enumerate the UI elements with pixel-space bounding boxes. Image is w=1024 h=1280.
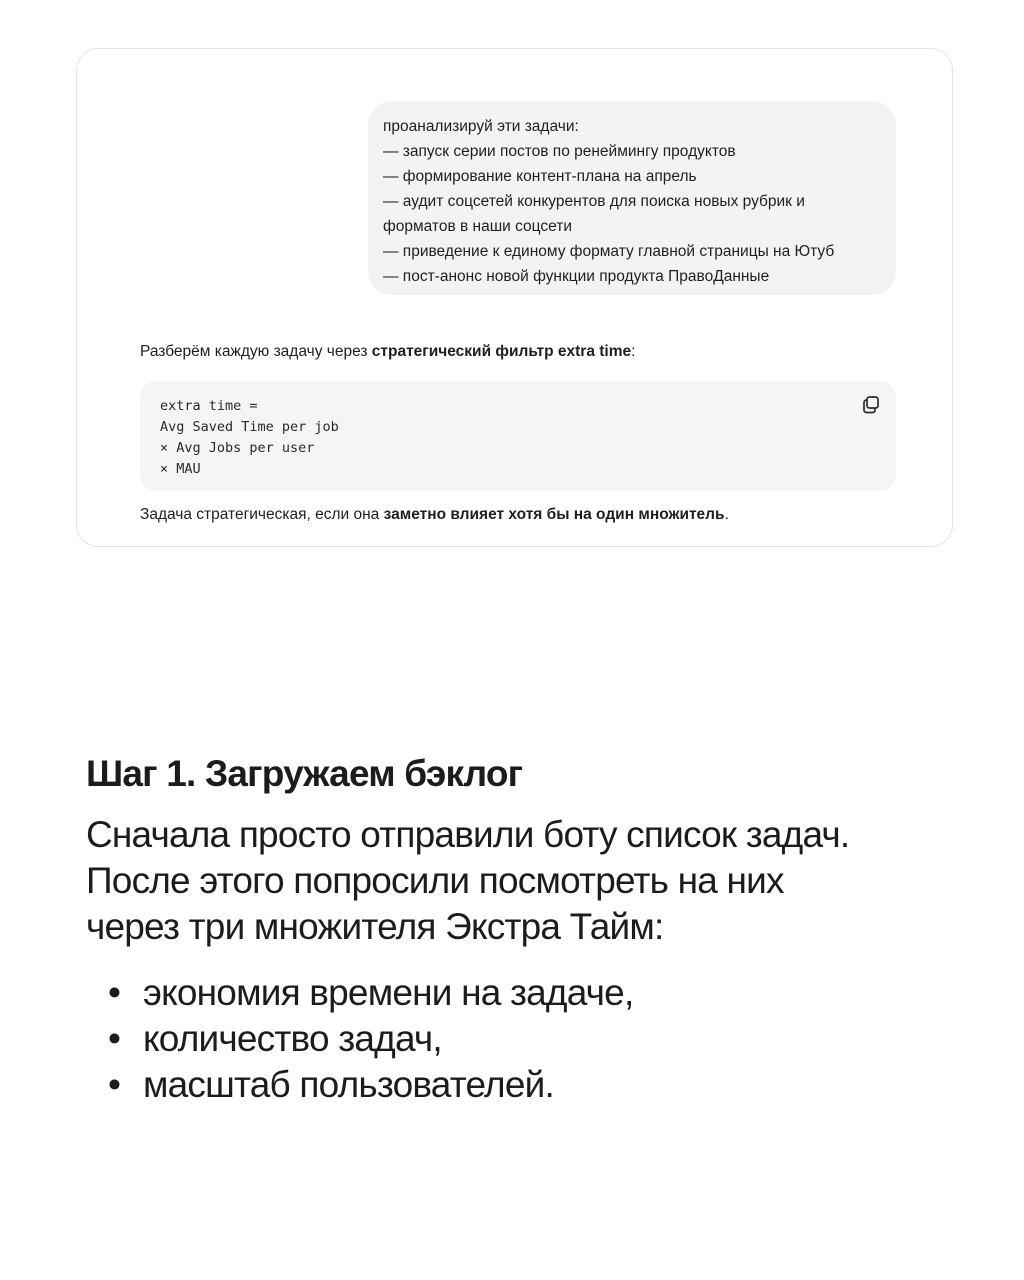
user-message-line: проанализируй эти задачи: [383, 118, 579, 135]
user-message-line: — приведение к единому формату главной страницы на Ютуб [383, 243, 835, 260]
list-item-text: количество задач, [143, 1018, 442, 1059]
user-message-line: форматов в наши соцсети [383, 218, 572, 235]
list-item [86, 1016, 966, 1062]
user-message-line: — формирование контент-плана на апрель [383, 168, 697, 185]
copy-code-button[interactable] [860, 394, 882, 416]
code-block [140, 381, 896, 491]
chat-screenshot-card [76, 48, 953, 547]
intro-line: Сначала просто отправили боту список задач. [86, 814, 850, 855]
list-item-text: масштаб пользователей. [143, 1064, 554, 1105]
step-title: Шаг 1. Загружаем бэклог [86, 753, 523, 794]
intro-line: После этого попросили посмотреть на них [86, 860, 784, 901]
intro-line: через три множителя Экстра Тайм: [86, 906, 664, 947]
bullet-marker: • [108, 1064, 121, 1105]
assistant-outro-bold: заметно влияет хотя бы на один множитель [383, 506, 725, 523]
assistant-intro-bold: стратегический фильтр extra time [371, 343, 632, 360]
copy-icon [860, 394, 882, 416]
list-item [86, 970, 966, 1016]
user-message-line: — запуск серии постов по ренеймингу продуктов [383, 143, 736, 160]
code-line: Avg Saved Time per job [160, 419, 339, 435]
assistant-outro-after: . [724, 506, 729, 523]
assistant-intro-text [140, 341, 635, 363]
list-item [86, 1062, 966, 1108]
user-message-bubble [368, 101, 896, 295]
bullet-marker: • [108, 972, 121, 1013]
assistant-intro-before: Разберём каждую задачу через [140, 343, 372, 360]
intro-paragraph [86, 812, 966, 950]
user-message-line: — пост-анонс новой функции продукта ПравоДанные [383, 268, 770, 285]
code-line: × MAU [160, 461, 201, 477]
assistant-outro-before: Задача стратегическая, если она [140, 506, 384, 523]
assistant-outro-text [140, 504, 729, 526]
code-line: × Avg Jobs per user [160, 440, 315, 456]
user-message-line: — аудит соцсетей конкурентов для поиска новых рубрик и [383, 193, 805, 210]
assistant-intro-after: : [631, 343, 636, 360]
list-item-text: экономия времени на задаче, [143, 972, 634, 1013]
article-section [86, 750, 966, 1108]
bullet-marker: • [108, 1018, 121, 1059]
multiplier-list [86, 970, 966, 1108]
code-line: extra time = [160, 398, 258, 414]
